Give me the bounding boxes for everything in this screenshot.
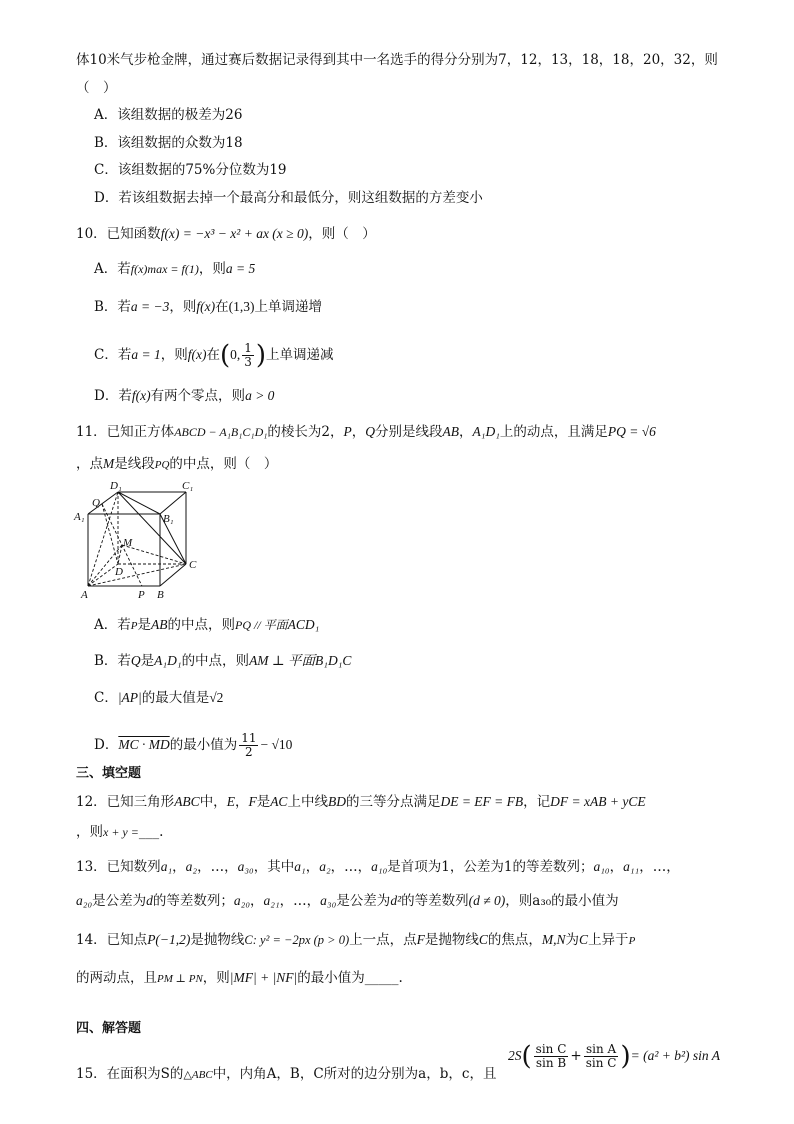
- label-m: M: [123, 537, 133, 549]
- label-a: A: [81, 589, 88, 601]
- q10-stem: 10．已知函数f(x) = −x³ − x² + ax (x ≥ 0)，则（ ）: [76, 226, 376, 242]
- q11-stem-line2: ，点M是线段PQ的中点，则（ ）: [76, 456, 278, 472]
- edge-b1c1: [160, 492, 186, 514]
- label-p: P: [138, 589, 145, 601]
- label-d1: D₁: [110, 480, 122, 492]
- q14-stem-line2: 的两动点，且PM ⊥ PN，则|MF| + |NF|的最小值为_____.: [76, 970, 403, 986]
- edge-d1b1: [118, 492, 160, 514]
- q10-option-a: A．若f(x)max = f(1)，则a = 5: [94, 261, 256, 277]
- q11-option-b: B．若Q是A₁D₁的中点，则AM ⊥ 平面B₁D₁C: [94, 653, 352, 669]
- edge-d1c: [118, 492, 186, 564]
- q15-stem: 15．在面积为S的△ABC中，内角A，B，C所对的边分别为a，b，c，且: [76, 1066, 497, 1082]
- label-q: Q: [92, 497, 100, 509]
- q12-stem-line1: 12．已知三角形ABC中，E，F是AC上中线BD的三等分点满足DE = EF = FB，记DF = xAB + yCE: [76, 794, 646, 810]
- q9-option-d: D．若该组数据去掉一个最高分和最低分，则这组数据的方差变小: [94, 190, 483, 206]
- q11-option-d: D．MC · MD的最小值为 $\frac{11}{2}$ − √10: [94, 731, 293, 759]
- q11-option-c: C．|AP|的最大值是√2: [94, 690, 224, 706]
- cube-figure: [72, 478, 212, 602]
- q12-answer-blank: ___.: [138, 824, 164, 840]
- q11-stem-line1: 11．已知正方体ABCD − A₁B₁C₁D₁的棱长为2，P，Q分别是线段AB，A₁D₁上的动点，且满足PQ = √6: [76, 424, 656, 440]
- label-b1: B₁: [163, 513, 174, 525]
- hidden-ac: [88, 564, 186, 586]
- q15-equation: 2S( $\frac{\text{sin C}}{\text{sin B}}$ + $\frac{\text{sin A}}{\text{sin C}}$ )= (a² + b²) sin A: [508, 1041, 721, 1072]
- q11-fraction: $\frac{11}{2}$: [241, 731, 257, 759]
- label-a1: A₁: [74, 511, 85, 523]
- q10-fraction: $\frac{1}{3}$: [244, 341, 252, 369]
- q12-stem-line2: ，则x + y =___.: [76, 824, 164, 840]
- q9-stem-line2: （ ）: [76, 80, 117, 96]
- section-fill-in: 三、填空题: [76, 766, 142, 781]
- label-d: D: [115, 566, 123, 578]
- q9-option-b: B．该组数据的众数为18: [94, 135, 243, 151]
- label-c1: C₁: [182, 480, 194, 492]
- q14-stem-line1: 14．已知点P(−1,2)是抛物线C: y² = −2px (p > 0)上一点，点F是抛物线C的焦点，M,N为C上异于P: [76, 932, 636, 948]
- q10-option-c: C．若a = 1，则f(x)在(0, $\frac{1}{3}$ )上单调递减: [94, 340, 334, 371]
- q14-answer-blank: _____.: [364, 970, 403, 986]
- q10-option-d: D．若f(x)有两个零点，则a > 0: [94, 388, 275, 404]
- q10-option-b: B．若a = −3，则f(x)在(1,3)上单调递增: [94, 299, 323, 315]
- q9-stem-line1: 体10米气步枪金牌，通过赛后数据记录得到其中一名选手的得分分别为7，12，13，18，18，20，32，则: [76, 52, 718, 68]
- label-b: B: [157, 589, 164, 601]
- q13-stem-line1: 13．已知数列a₁，a₂，…，a₃₀，其中a₁，a₂，…，a₁₀是首项为1，公差为1的等差数列；a₁₀，a₁₁，…，: [76, 859, 680, 875]
- label-c: C: [189, 559, 197, 571]
- q11-option-a: A．若P是AB的中点，则PQ // 平面ACD₁: [94, 617, 320, 633]
- section-answer: 四、解答题: [76, 1021, 142, 1036]
- q13-stem-line2: a₂₀是公差为d的等差数列；a₂₀，a₂₁，…，a₃₀是公差为d²的等差数列(d ≠ 0)，则a₃₀的最小值为: [76, 893, 619, 909]
- hidden-md: [118, 545, 122, 564]
- q9-option-a: A．该组数据的极差为26: [94, 107, 243, 123]
- q9-option-c: C．该组数据的75%分位数为19: [94, 162, 287, 178]
- q10-function: f(x) = −x³ − x² + ax (x ≥ 0): [160, 226, 309, 241]
- hidden-qd: [102, 504, 118, 564]
